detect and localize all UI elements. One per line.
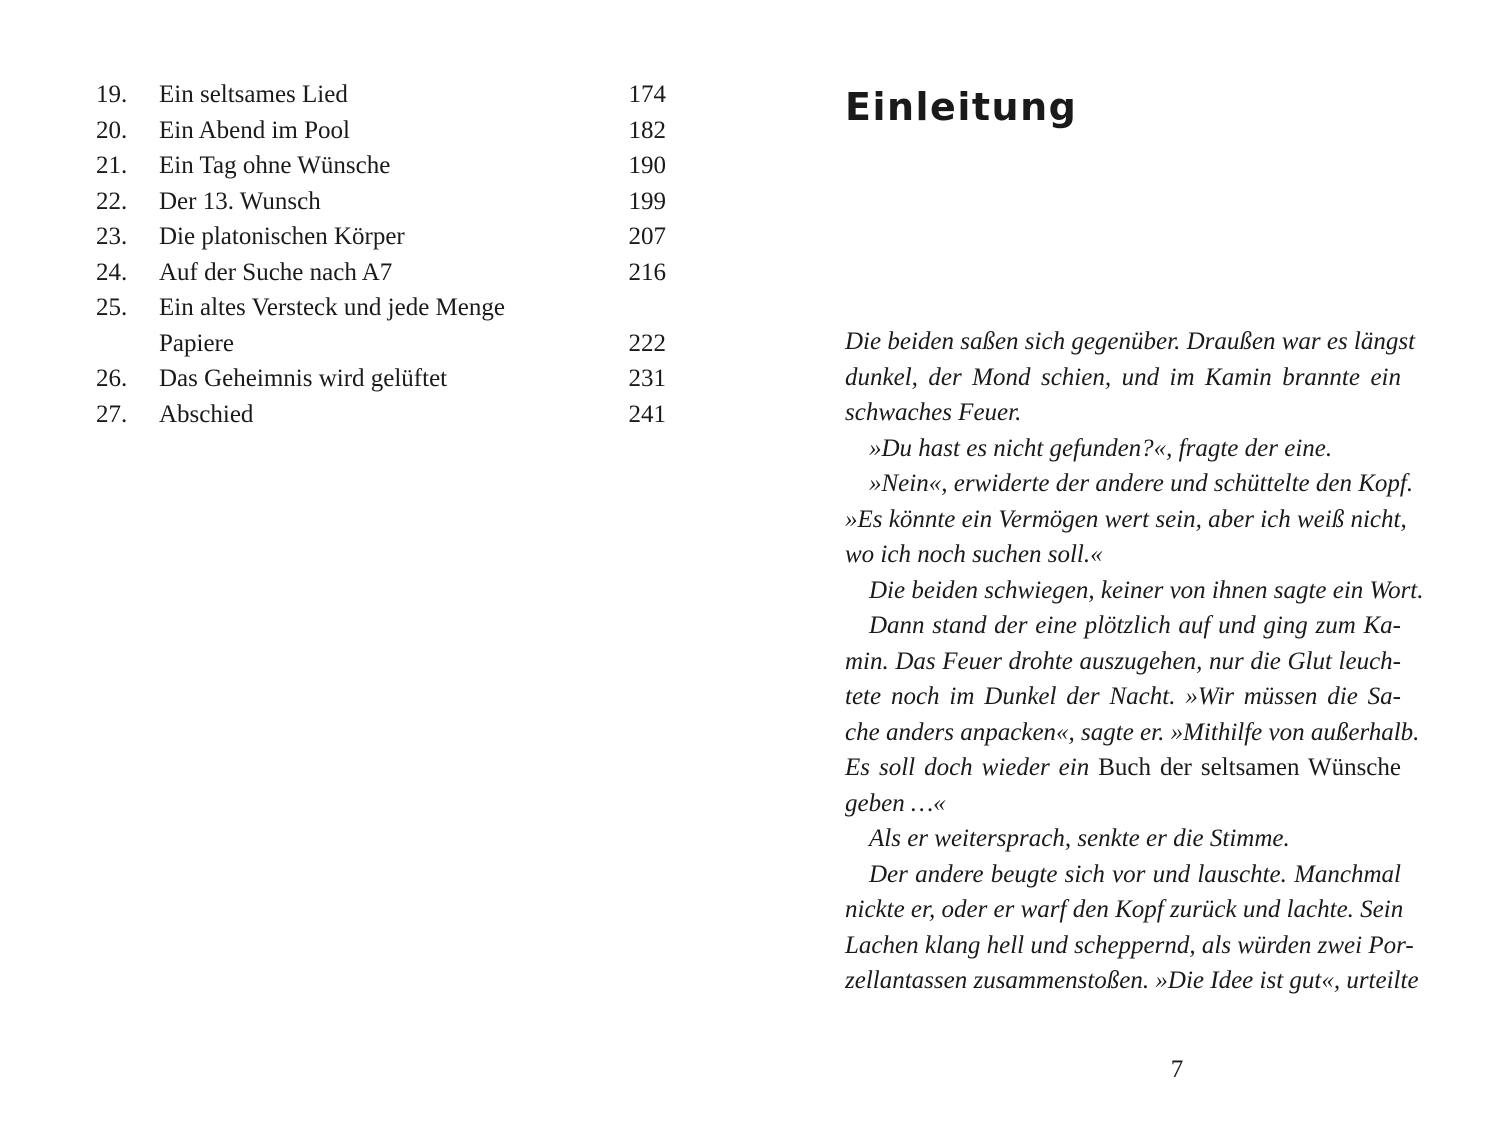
toc-entry-title: Ein altes Versteck und jede Menge	[159, 294, 505, 321]
toc-entry-number: 25.	[96, 294, 128, 321]
toc-entry-number: 19.	[96, 81, 128, 108]
toc-entry-title: Die platonischen Körper	[159, 223, 405, 250]
text-line: dunkel, der Mond schien, und im Kamin brannte ein	[845, 363, 1401, 391]
text-line-segment: Es soll doch wieder ein	[845, 754, 1099, 781]
toc-entry-number: 26.	[96, 365, 128, 392]
toc-entry	[96, 148, 666, 184]
text-line: min. Das Feuer drohte auszugehen, nur die Glut leuch-	[845, 647, 1401, 675]
toc-entry-number: 23.	[96, 223, 128, 250]
toc-entry	[96, 77, 666, 113]
text-line: Die beiden saßen sich gegenüber. Draußen war es längst	[845, 328, 1416, 355]
toc-entry-title: Ein Abend im Pool	[159, 116, 350, 144]
toc-entry-page: 216	[628, 258, 666, 286]
toc-entry-title: Ein seltsames Lied	[159, 81, 348, 108]
toc-entry	[96, 255, 666, 291]
text-line: Der andere beugte sich vor und lauschte. Manchmal	[869, 860, 1401, 888]
toc-entry	[96, 361, 666, 397]
toc-entry-number: 22.	[96, 187, 128, 215]
toc-entry-title: Der 13. Wunsch	[159, 187, 321, 215]
text-line	[845, 750, 1401, 786]
toc-entry-number: 20.	[96, 116, 128, 144]
toc-entry-page: 190	[628, 152, 666, 179]
text-line: »Es könnte ein Vermögen wert sein, aber ich weiß nicht,	[845, 505, 1407, 533]
toc-entry-title: Auf der Suche nach A7	[159, 258, 393, 286]
toc-entry	[96, 184, 666, 220]
text-line: Als er weitersprach, senkte er die Stimme.	[869, 825, 1290, 852]
text-line: Dann stand der eine plötzlich auf und ging zum Ka-	[869, 612, 1401, 639]
book-title: Buch der seltsamen Wünsche	[1098, 754, 1401, 781]
toc-entry-number: 21.	[96, 152, 128, 179]
toc-entry-title: Das Geheimnis wird gelüftet	[159, 365, 448, 392]
chapter-body	[845, 324, 1424, 999]
text-line: »Du hast es nicht gefunden?«, fragte der eine.	[869, 434, 1333, 462]
toc-entry	[96, 290, 666, 326]
toc-entry-page: 199	[628, 187, 666, 215]
toc-entry-page: 174	[628, 81, 666, 108]
text-line: Lachen klang hell und scheppernd, als würden zwei Por-	[845, 931, 1414, 959]
toc-entry-title: Ein Tag ohne Wünsche	[159, 152, 391, 179]
toc-entry-title-continued: Papiere	[159, 329, 234, 357]
toc-entry-number: 27.	[96, 400, 128, 428]
text-line: wo ich noch suchen soll.«	[845, 541, 1103, 568]
text-line: geben …«	[845, 789, 946, 817]
chapter-heading: Einleitung	[845, 85, 1078, 129]
toc-entry-page: 222	[628, 329, 666, 357]
toc-entry	[96, 397, 666, 433]
toc-entry-page: 231	[628, 365, 666, 392]
toc-entry-page: 182	[628, 116, 666, 144]
toc-entry-page: 207	[628, 223, 666, 250]
toc-entry-number: 24.	[96, 258, 128, 286]
text-line: Die beiden schwiegen, keiner von ihnen sagte ein Wort.	[869, 576, 1424, 604]
toc-entry-title: Abschied	[159, 400, 254, 428]
page-number: 7	[1170, 1056, 1184, 1083]
text-line: tete noch im Dunkel der Nacht. »Wir müssen die Sa-	[845, 683, 1401, 710]
text-line: zellantassen zusammenstoßen. »Die Idee ist gut«, urteilte	[845, 967, 1419, 994]
toc-entry	[96, 113, 666, 149]
table-of-contents	[96, 77, 666, 432]
toc-entry-continuation	[96, 326, 666, 362]
text-line: schwaches Feuer.	[845, 399, 1022, 426]
toc-entry	[96, 219, 666, 255]
toc-entry-page: 241	[628, 400, 666, 428]
text-line: »Nein«, erwiderte der andere und schüttelte den Kopf.	[869, 470, 1414, 497]
text-line: che anders anpacken«, sagte er. »Mithilfe von außerhalb.	[845, 718, 1420, 746]
text-line: nickte er, oder er warf den Kopf zurück und lachte. Sein	[845, 896, 1404, 923]
